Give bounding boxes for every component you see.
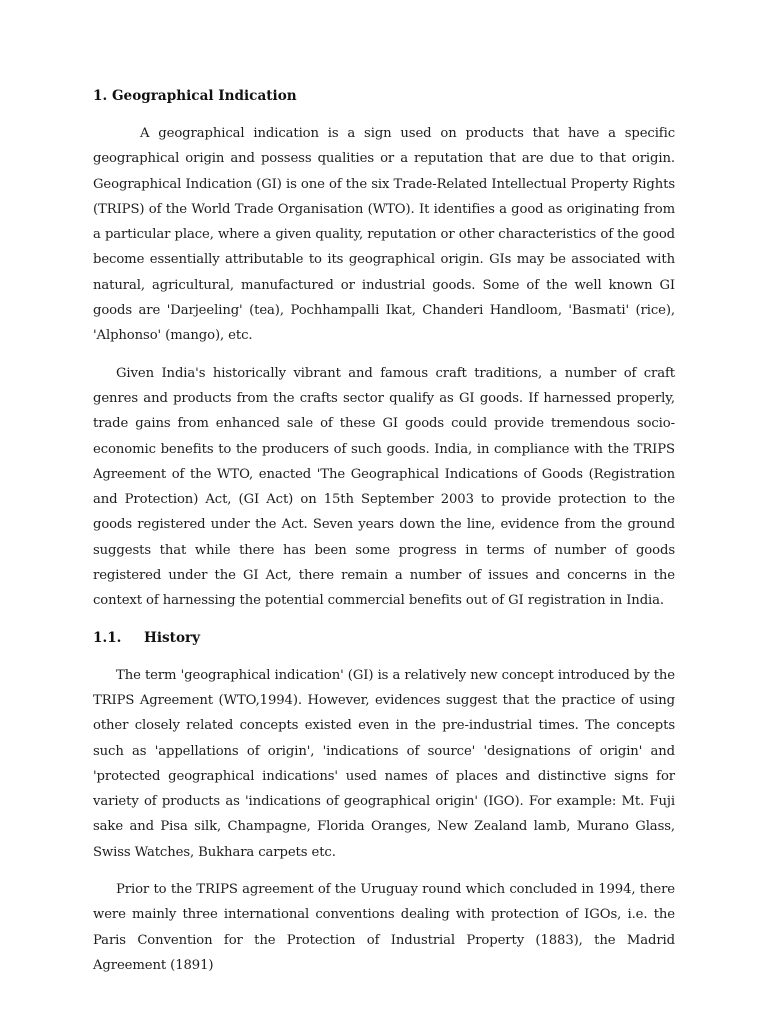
paragraph-gi-definition: A geographical indication is a sign used on products that have a specific geographical origin and possess qualities or a reputation that are due to that origin. Geographical Indication (GI) is one of the six Trade-Related Intellectual Property Rights (TRIPS) of the World Trade Organisation (WTO). It identifies a good as originating from a particular place, where a given quality, reputation or other characteristics of the good become essentially attributable to its geographical origin. GIs may be associated with natural, agricultural, manufactured or industrial goods. Some of the well known GI goods are 'Darjeeling' (tea), Pochhampalli Ikat, Chanderi Handloom, 'Basmati' (rice), 'Alphonso' (mango), etc. bbox=[93, 126, 675, 344]
section-heading-geographical-indication bbox=[93, 84, 675, 109]
paragraph-history-concept: The term 'geographical indication' (GI) is a relatively new concept introduced by the TRIPS Agreement (WTO,1994). However, evidences suggest that the practice of using other closely related concepts existed even in the pre-industrial times. The concepts such as 'appellations of origin', 'indications of source' 'designations of origin' and 'protected geographical indications' used names of places and distinctive signs for variety of products as 'indications of geographical origin' (IGO). For example: Mt. Fuji sake and Pisa silk, Champagne, Florida Oranges, New Zealand lamb, Murano Glass, Swiss Watches, Bukhara carpets etc. bbox=[93, 667, 675, 860]
section-title: Geographical Indication bbox=[111, 88, 297, 104]
paragraph-history-conventions: Prior to the TRIPS agreement of the Uruguay round which concluded in 1994, there were mainly three international conventions dealing with protection of IGOs, i.e. the Paris Convention for the Protection of Industrial Property (1883), the Madrid Agreement (1891) bbox=[93, 882, 675, 973]
section-number: 1. bbox=[93, 88, 108, 104]
section-heading-history bbox=[93, 626, 675, 651]
paragraph-india-craft-traditions: Given India's historically vibrant and famous craft traditions, a number of craft genres and products from the crafts sector qualify as GI goods. If harnessed properly, trade gains from enhanced sale of these GI goods could provide tremendous socio-economic benefits to the producers of such goods. India, in compliance with the TRIPS Agreement of the WTO, enacted 'The Geographical Indications of Goods (Registration and Protection) Act, (GI Act) on 15th September 2003 to provide protection to the goods registered under the Act. Seven years down the line, evidence from the ground suggests that while there has been some progress in terms of number of goods registered under the GI Act, there remain a number of issues and concerns in the context of harnessing the potential commercial benefits out of GI registration in India. bbox=[93, 365, 675, 609]
subsection-number: 1.1. bbox=[93, 629, 122, 646]
document-body bbox=[93, 84, 675, 978]
subsection-title: History bbox=[144, 629, 201, 646]
